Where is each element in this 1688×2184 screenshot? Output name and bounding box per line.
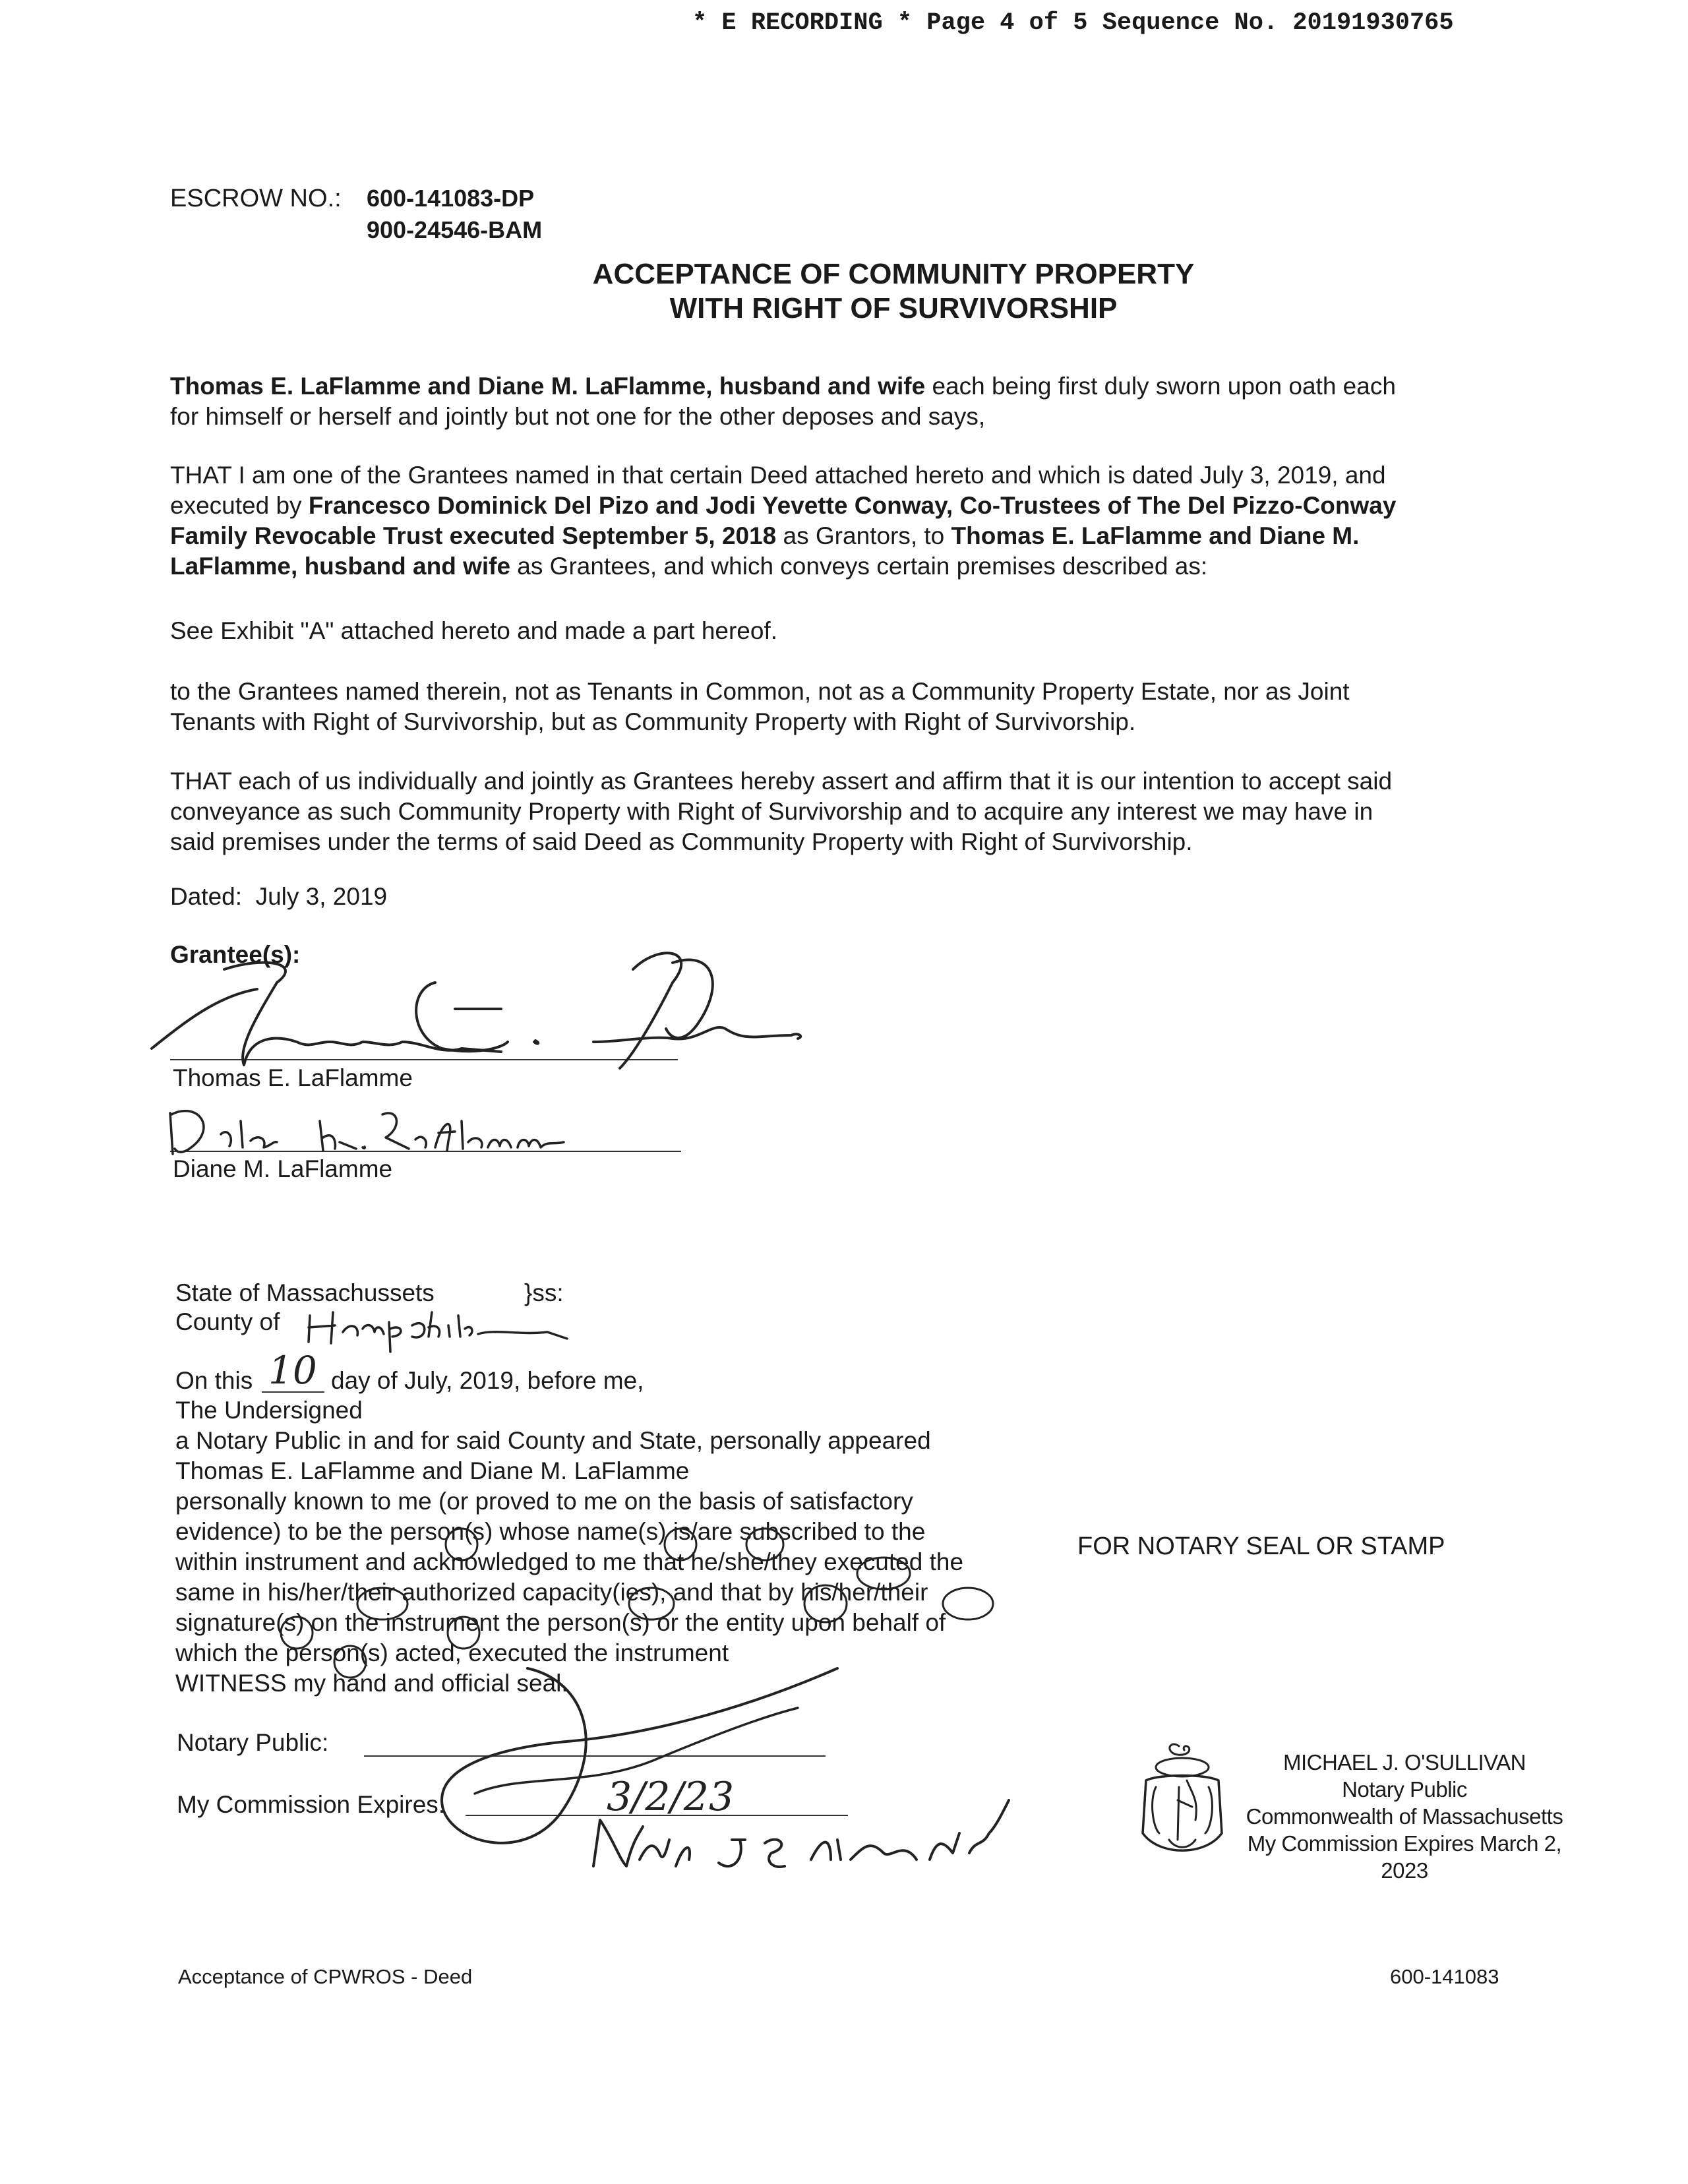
- para-2-l4a: LaFlamme, husband and wife: [170, 553, 511, 580]
- seal-label: FOR NOTARY SEAL OR STAMP: [1077, 1532, 1445, 1560]
- stamp-name: MICHAEL J. O'SULLIVAN: [1282, 1750, 1526, 1774]
- notary-state-line: State of Massachussets: [175, 1279, 435, 1306]
- para-4-line-2: conveyance as such Community Property with Right of Survivorship and to acquire any interest we may have in: [170, 798, 1373, 825]
- notary-line-2: Thomas E. LaFlamme and Diane M. LaFlamme: [175, 1457, 690, 1484]
- escrow-label: ESCROW NO.:: [170, 185, 342, 212]
- day-handwritten: 10: [268, 1348, 317, 1393]
- stamp-title: Notary Public: [1342, 1777, 1467, 1802]
- notary-signature: [310, 1642, 1068, 1906]
- commission-label: My Commission Expires:: [177, 1791, 446, 1818]
- para-2-l4b: as Grantees, and which conveys certain premises described as:: [510, 553, 1208, 580]
- notary-line-7: signature(s) on the instrument the person(s) or the entity upon behalf of: [175, 1609, 946, 1636]
- para-2-l3b: as Grantors, to: [776, 522, 951, 549]
- commission-handwritten: 3/2/23: [607, 1774, 735, 1820]
- grantee-1-name: Thomas E. LaFlamme: [173, 1064, 413, 1091]
- notary-public-label: Notary Public:: [177, 1729, 329, 1756]
- notary-line-3: personally known to me (or proved to me on the basis of satisfactory: [175, 1488, 913, 1515]
- notary-stamp: [1226, 1749, 1582, 1884]
- notary-line-5: within instrument and acknowledged to me that he/she/they executed the: [175, 1548, 964, 1575]
- title-line-2: WITH RIGHT OF SURVIVORSHIP: [669, 292, 1118, 324]
- notary-line-6: same in his/her/their authorized capacity(ies), and that by his/her/their: [175, 1579, 928, 1606]
- stamp-jurisdiction: Commonwealth of Massachusetts: [1246, 1804, 1563, 1829]
- notary-line-8: which the person(s) acted, executed the instrument: [175, 1639, 729, 1666]
- footer-right: 600-141083: [1390, 1965, 1499, 1988]
- para-2-l3c: Thomas E. LaFlamme and Diane M.: [951, 522, 1360, 549]
- para-3-line-1: to the Grantees named therein, not as Tenants in Common, not as a Community Property Estate, nor as Joint: [170, 678, 1350, 705]
- para-2-line-1: THAT I am one of the Grantees named in that certain Deed attached hereto and which is dated July 3, 2019, and: [170, 462, 1386, 489]
- footer-left: Acceptance of CPWROS - Deed: [178, 1965, 473, 1988]
- para-3-line-2: Tenants with Right of Survivorship, but as Community Property with Right of Survivorship.: [170, 708, 1136, 735]
- notary-day-rest: day of July, 2019, before me,: [331, 1367, 644, 1394]
- para-1-rest: each being first duly sworn upon oath each: [925, 373, 1396, 400]
- escrow-number-1: 600-141083-DP: [367, 185, 535, 212]
- notary-line-4: evidence) to be the person(s) whose name(s) is/are subscribed to the: [175, 1518, 926, 1545]
- grantees-heading: Grantee(s):: [170, 941, 301, 968]
- para-2-l2b: Francesco Dominick Del Pizo and Jodi Yevette Conway, Co-Trustees of The Del Pizzo-Conway: [308, 492, 1397, 519]
- para-1-bold: Thomas E. LaFlamme and Diane M. LaFlamme, husband and wife: [170, 373, 926, 400]
- escrow-number-2: 900-24546-BAM: [367, 216, 543, 243]
- dated-line: Dated: July 3, 2019: [170, 883, 388, 910]
- recording-stamp: * E RECORDING * Page 4 of 5 Sequence No. 20191930765: [692, 9, 1454, 37]
- para-2-l3a: Family Revocable Trust executed September 5, 2018: [170, 522, 777, 549]
- para-1-line-2: for himself or herself and jointly but not one for the other deposes and says,: [170, 403, 986, 430]
- massachusetts-seal-icon: [1133, 1741, 1232, 1860]
- para-2-l2a: executed by: [170, 492, 309, 519]
- exhibit-line: See Exhibit "A" attached hereto and made a part hereof.: [170, 617, 778, 644]
- grantee-2-name: Diane M. LaFlamme: [173, 1155, 393, 1182]
- title-line-1: ACCEPTANCE OF COMMUNITY PROPERTY: [592, 258, 1195, 290]
- notary-undersigned: The Undersigned: [175, 1397, 363, 1424]
- para-4-line-1: THAT each of us individually and jointly as Grantees hereby assert and affirm that it is our intention to accept said: [170, 768, 1393, 795]
- notary-line-9: WITNESS my hand and official seal.: [175, 1670, 568, 1697]
- para-4-line-3: said premises under the terms of said Deed as Community Property with Right of Survivorship.: [170, 828, 1193, 855]
- notary-on-this: On this: [175, 1367, 253, 1394]
- notary-line-1: a Notary Public in and for said County and State, personally appeared: [175, 1427, 931, 1454]
- notary-ss: }ss:: [524, 1279, 564, 1306]
- notary-county-label: County of: [175, 1308, 280, 1335]
- stamp-expires: My Commission Expires March 2, 2023: [1247, 1831, 1562, 1883]
